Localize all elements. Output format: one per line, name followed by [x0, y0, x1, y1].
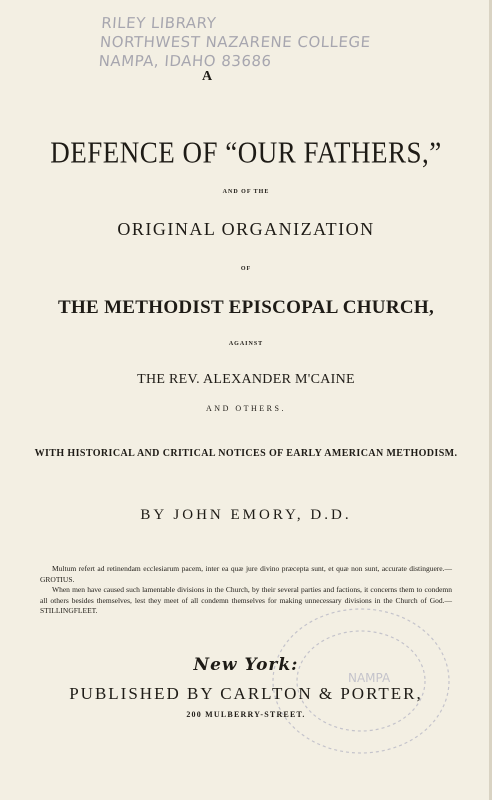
main-title: DEFENCE OF “OUR FATHERS,” — [50, 134, 442, 170]
connector-against: AGAINST — [228, 341, 264, 347]
historical-notices: WITH HISTORICAL AND CRITICAL NOTICES OF EARLY AMERICAN METHODISM. — [34, 448, 458, 459]
stamp-line-1: RILEY LIBRARY — [100, 14, 217, 32]
epigraph-stillingfleet: When men have caused such lamentable divisions in the Church, by their several parties and factions, it concerns them to condemn all others besides themselves, lest they meet of all condemn themselves for making unnecessary divisions in the Church of God.—STILLINGFLEET. — [40, 585, 452, 615]
stamp-line-2: NORTHWEST NAZARENE COLLEGE — [99, 33, 372, 51]
imprint-address: 200 MULBERRY-STREET. — [186, 710, 306, 719]
title-line-rev-mccaine: THE REV. ALEXANDER M'CAINE — [137, 372, 355, 387]
title-line-methodist-church: THE METHODIST EPISCOPAL CHURCH, — [58, 297, 434, 318]
title-article: A — [202, 69, 213, 84]
connector-and-of-the: AND OF THE — [222, 189, 270, 195]
author-line: BY JOHN EMORY, D.D. — [140, 507, 352, 523]
imprint-publisher: PUBLISHED BY CARLTON & PORTER, — [69, 684, 423, 703]
stamp-line-3: NAMPA, IDAHO 83686 — [98, 52, 273, 70]
imprint-city: New York: — [193, 655, 299, 675]
library-seal-stamp — [256, 596, 456, 766]
title-line-original-organization: ORIGINAL ORGANIZATION — [117, 219, 375, 239]
epigraphs — [40, 564, 452, 617]
seal-text: NAMPA — [348, 671, 391, 685]
connector-and-others: AND OTHERS. — [206, 404, 286, 413]
library-stamp — [98, 14, 373, 71]
connector-of: OF — [240, 266, 252, 272]
epigraph-grotius: Multum refert ad retinendam ecclesiarum pacem, inter ea quæ jure divino præcepta sunt, et quæ non sunt, accurate distinguere.—GROTIUS. — [40, 564, 452, 584]
